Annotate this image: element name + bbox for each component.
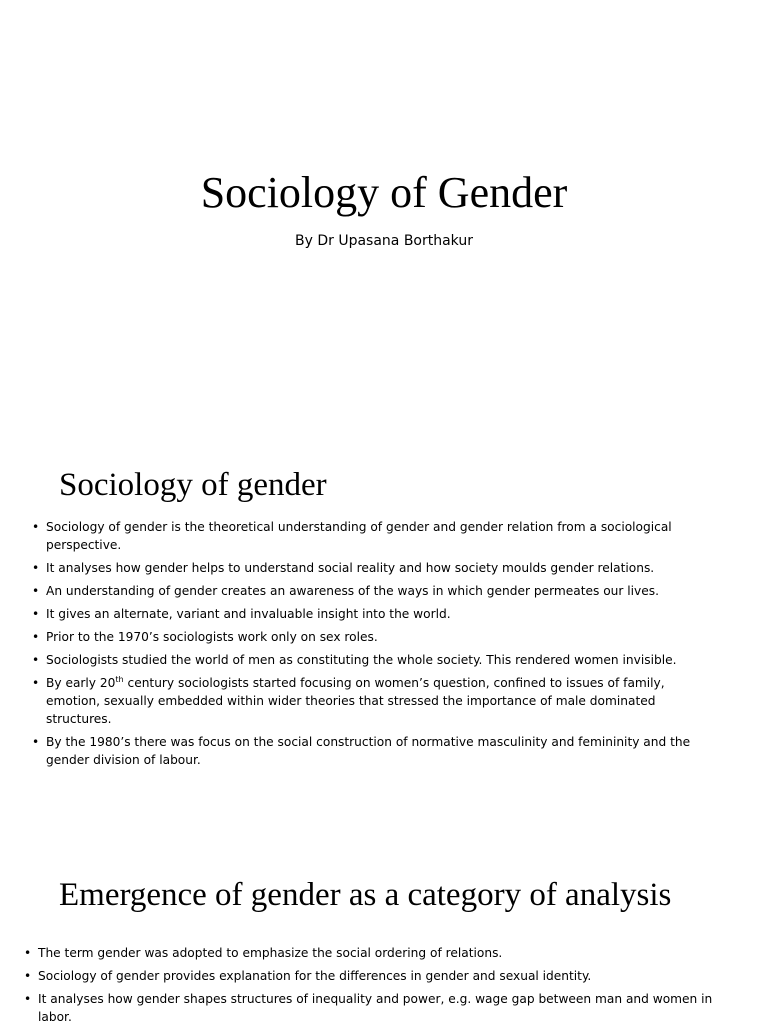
bullet-item	[24, 944, 714, 962]
bullet-glyph: •	[24, 969, 32, 983]
emergence-of-gender-slide	[0, 864, 768, 1024]
bullet-glyph: •	[32, 653, 40, 667]
bullet-text: By the 1980’s there was focus on the social construction of normative masculinity and femininity and the gender division of labour.	[46, 735, 691, 767]
bullet-text: An understanding of gender creates an awareness of the ways in which gender permeates our lives.	[46, 584, 659, 598]
bullet-item	[32, 674, 712, 728]
bullet-item	[32, 733, 712, 769]
bullet-text: century sociologists started focusing on women’s question, confined to issues of family, emotion, sexually embedded within wider theories that stressed the importance of male dominated structures.	[46, 676, 665, 726]
bullet-text: By early 20	[46, 676, 116, 690]
bullet-item	[32, 518, 712, 554]
bullet-glyph: •	[24, 992, 32, 1006]
bullet-glyph: •	[24, 946, 32, 960]
presentation-title: Sociology of Gender	[200, 168, 568, 217]
bullet-text: It analyses how gender shapes structures of inequality and power, e.g. wage gap between man and women in labor.	[38, 992, 713, 1024]
bullet-list	[24, 944, 714, 1024]
bullet-item	[32, 582, 712, 600]
bullet-glyph: •	[32, 735, 40, 749]
bullet-item	[32, 651, 712, 669]
bullet-glyph: •	[32, 561, 40, 575]
bullet-text: Prior to the 1970’s sociologists work only on sex roles.	[46, 630, 378, 644]
bullet-list	[32, 518, 712, 774]
bullet-glyph: •	[32, 607, 40, 621]
bullet-text: It gives an alternate, variant and invaluable insight into the world.	[46, 607, 451, 621]
bullet-item	[32, 605, 712, 623]
bullet-item	[32, 628, 712, 646]
ordinal-superscript: th	[115, 674, 124, 684]
bullet-text: Sociology of gender is the theoretical understanding of gender and gender relation from a sociological perspective.	[46, 520, 672, 552]
slide-heading: Emergence of gender as a category of analysis	[59, 877, 672, 913]
title-slide	[0, 0, 768, 432]
bullet-text: It analyses how gender helps to understand social reality and how society moulds gender relations.	[46, 561, 655, 575]
bullet-text: The term gender was adopted to emphasize the social ordering of relations.	[38, 946, 503, 960]
sociology-of-gender-slide	[0, 432, 768, 864]
bullet-glyph: •	[32, 584, 40, 598]
bullet-glyph: •	[32, 520, 40, 534]
presentation-author: By Dr Upasana Borthakur	[295, 233, 473, 249]
bullet-text: Sociologists studied the world of men as constituting the whole society. This rendered women invisible.	[46, 653, 677, 667]
slide-heading: Sociology of gender	[59, 467, 327, 503]
bullet-item	[32, 559, 712, 577]
bullet-item	[24, 990, 714, 1024]
bullet-glyph: •	[32, 630, 40, 644]
bullet-text: Sociology of gender provides explanation for the differences in gender and sexual identity.	[38, 969, 592, 983]
bullet-glyph: •	[32, 676, 40, 690]
bullet-item	[24, 967, 714, 985]
